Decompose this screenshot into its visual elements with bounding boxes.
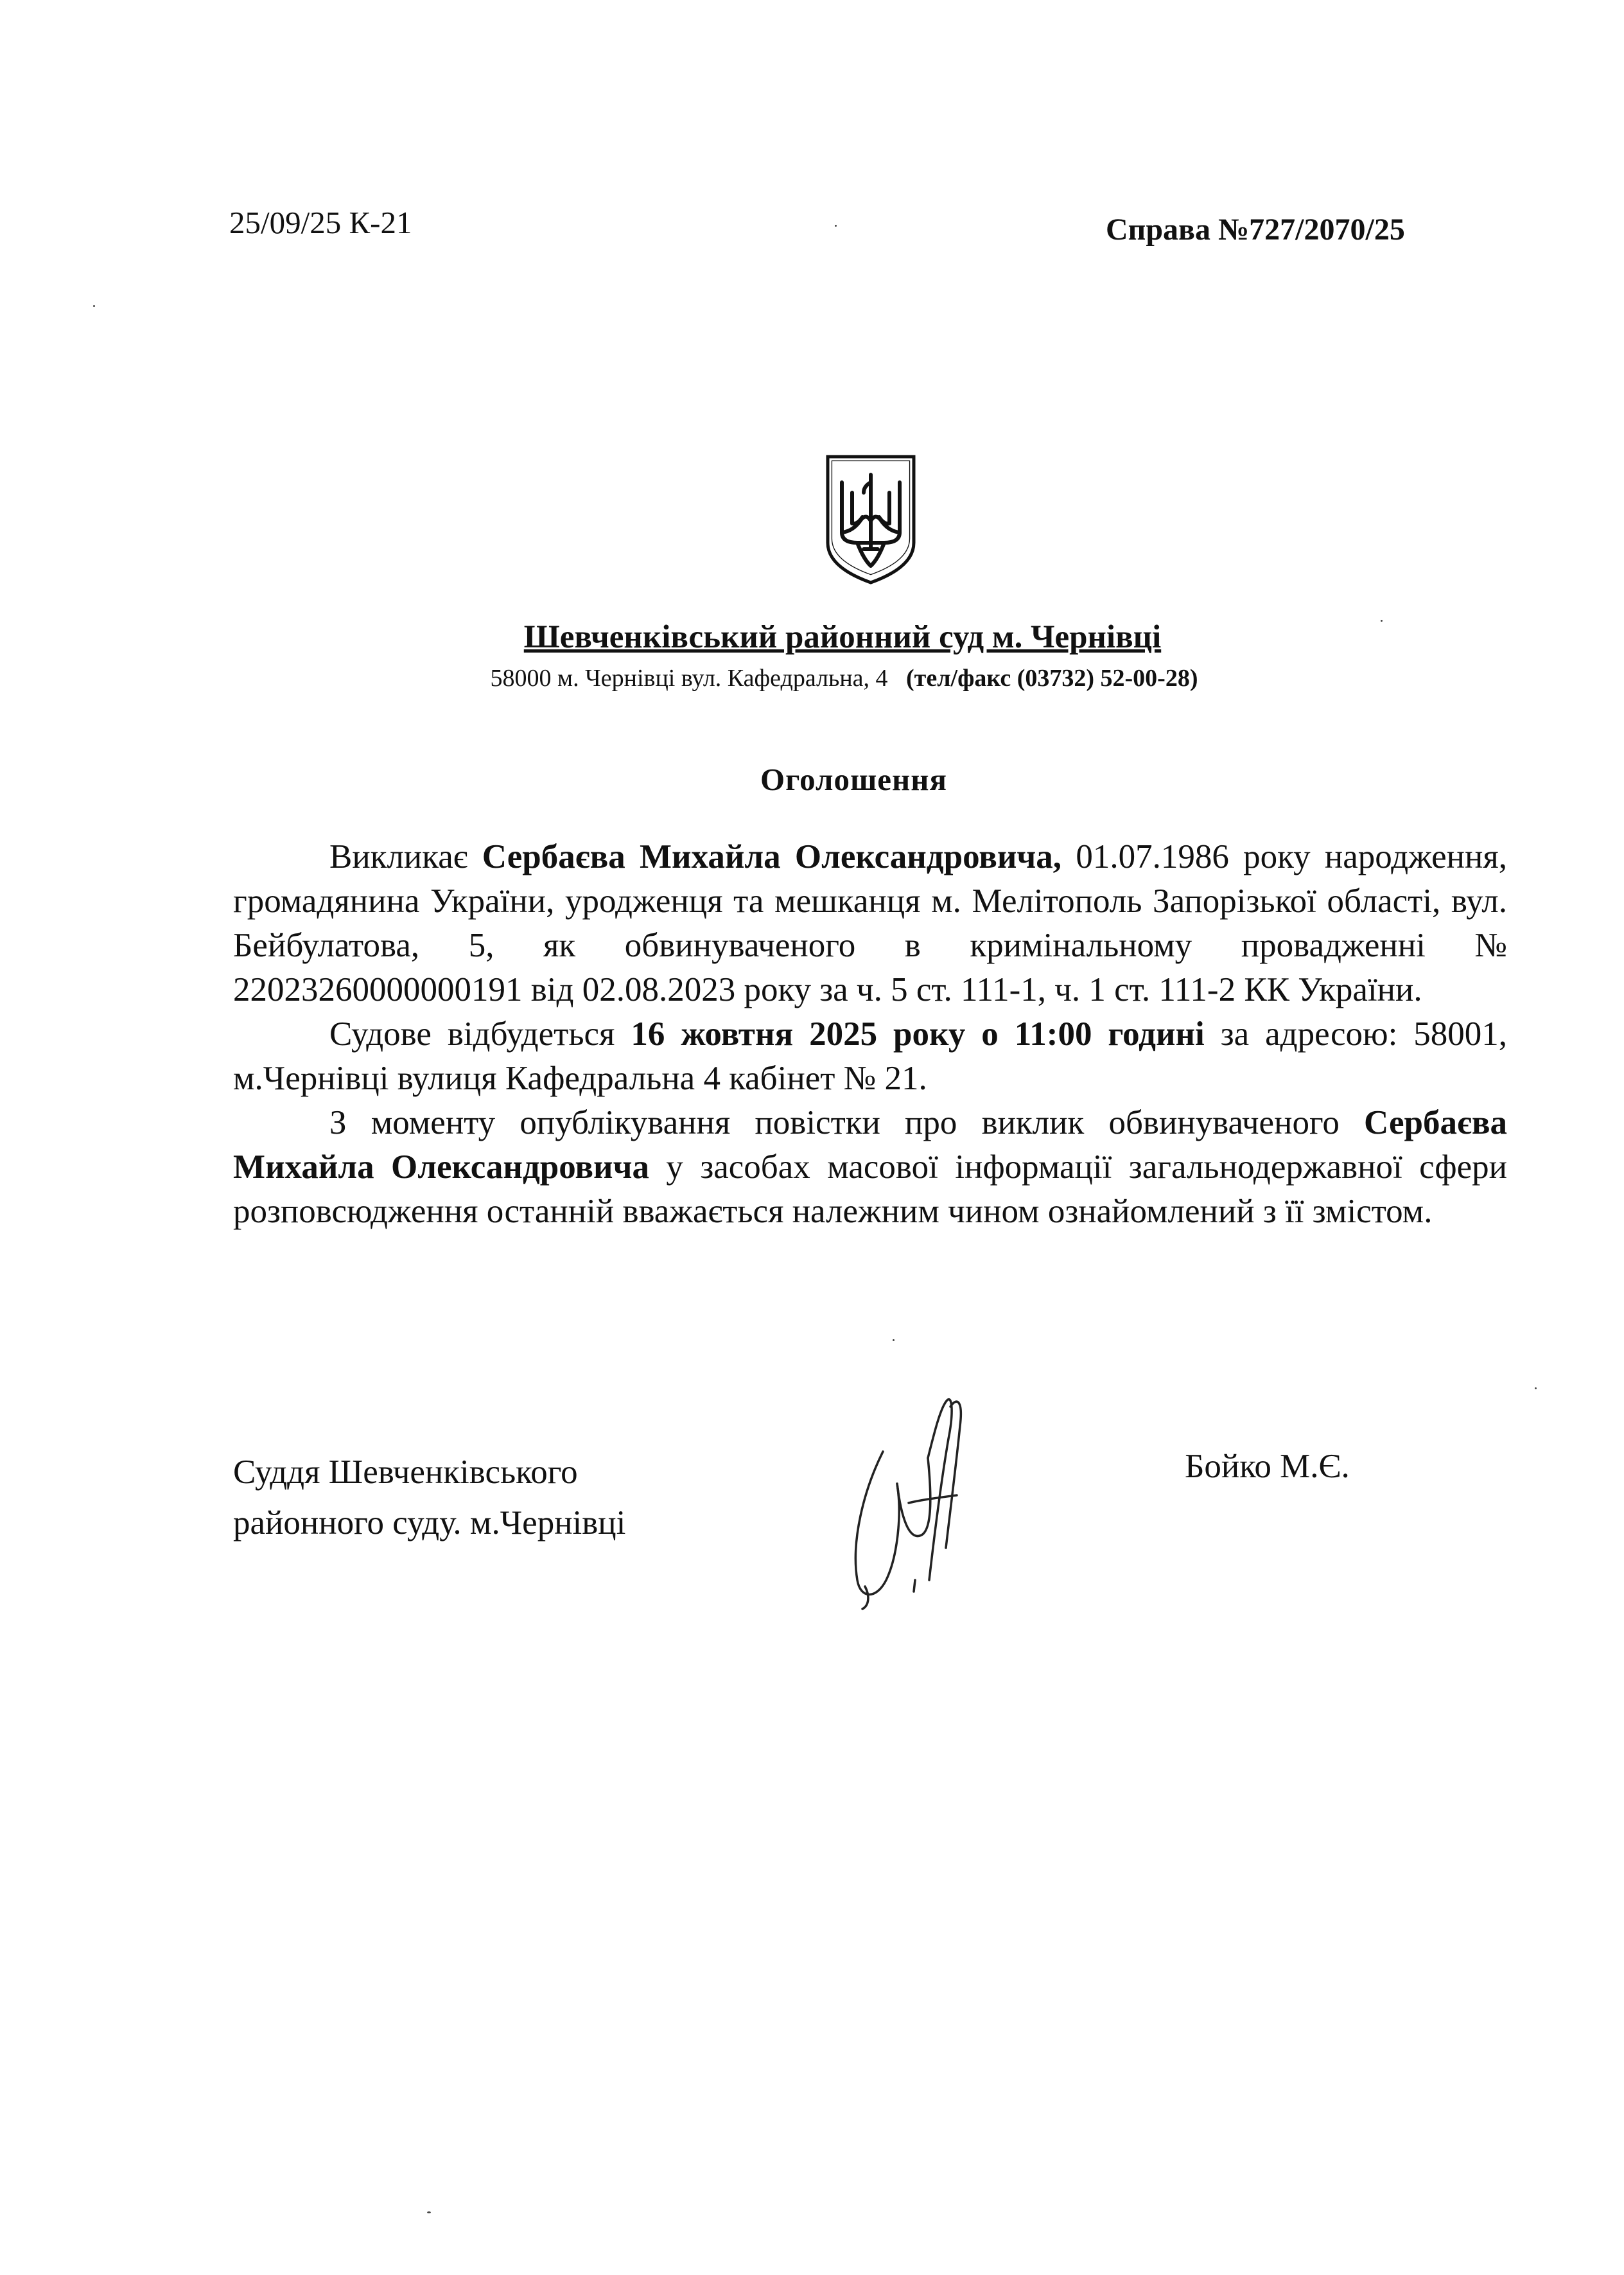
hearing-datetime: 16 жовтня 2025 року о 11:00 годині <box>631 1015 1205 1053</box>
court-phone: (тел/факс (03732) 52-00-28) <box>906 665 1198 692</box>
defendant-name: Сербаєва Михайла Олександровича, <box>482 838 1062 875</box>
trident-emblem-icon <box>824 453 918 586</box>
notice-rest: у засобах масової інформації загальнодержавної сфери розповсюдження останній вважається належним чином ознайомлений з її змістом. <box>233 1148 1507 1230</box>
court-name: Шевченківський районний суд м. Чернівці <box>523 619 1162 655</box>
court-address <box>0 664 1624 692</box>
judge-name: Бойко М.Є. <box>1185 1448 1350 1485</box>
summons-lead: Викликає <box>329 838 482 875</box>
scan-speck <box>835 225 837 227</box>
handwritten-signature <box>825 1387 986 1619</box>
case-number: Справа №727/2070/25 <box>1106 213 1405 247</box>
court-street-address: 58000 м. Чернівці вул. Кафедральна, 4 <box>490 665 888 692</box>
scan-speck <box>1381 620 1383 622</box>
announcement-body <box>233 835 1507 1234</box>
judge-title-line-1: Суддя Шевченківського <box>233 1454 578 1491</box>
defendant-name-repeat: Сербаєва Михайла Олександровича <box>233 1104 1507 1186</box>
outgoing-reference: 25/09/25 К-21 <box>229 205 412 240</box>
summons-details: 01.07.1986 року народження, громадянина України, уродженця та мешканця м. Мелітополь Запорізької області, вул. Бейбулатова, 5, як обвинуваченого в кримінальному провадженні № 22023260000000191 від 02.08.2023 року за ч. 5 ст. 111-1, ч. 1 ст. 111-2 КК України. <box>233 838 1507 1008</box>
summons-paragraph <box>233 835 1507 1012</box>
hearing-address: за адресою: 58001, м.Чернівці вулиця Кафедральна 4 кабінет № 21. <box>233 1015 1508 1097</box>
hearing-lead: Судове відбудеться <box>329 1015 631 1053</box>
judge-title <box>233 1447 625 1549</box>
hearing-paragraph <box>233 1012 1507 1101</box>
judge-title-line-2: районного суду. м.Чернівці <box>233 1504 626 1542</box>
scan-speck <box>1535 1387 1537 1389</box>
notice-paragraph <box>233 1101 1507 1234</box>
scan-speck <box>93 305 95 307</box>
announcement-title: Оголошення <box>760 762 948 797</box>
scan-speck <box>427 2211 431 2213</box>
notice-lead: З моменту опублікування повістки про виклик обвинуваченого <box>329 1104 1365 1141</box>
scan-speck <box>893 1339 895 1341</box>
